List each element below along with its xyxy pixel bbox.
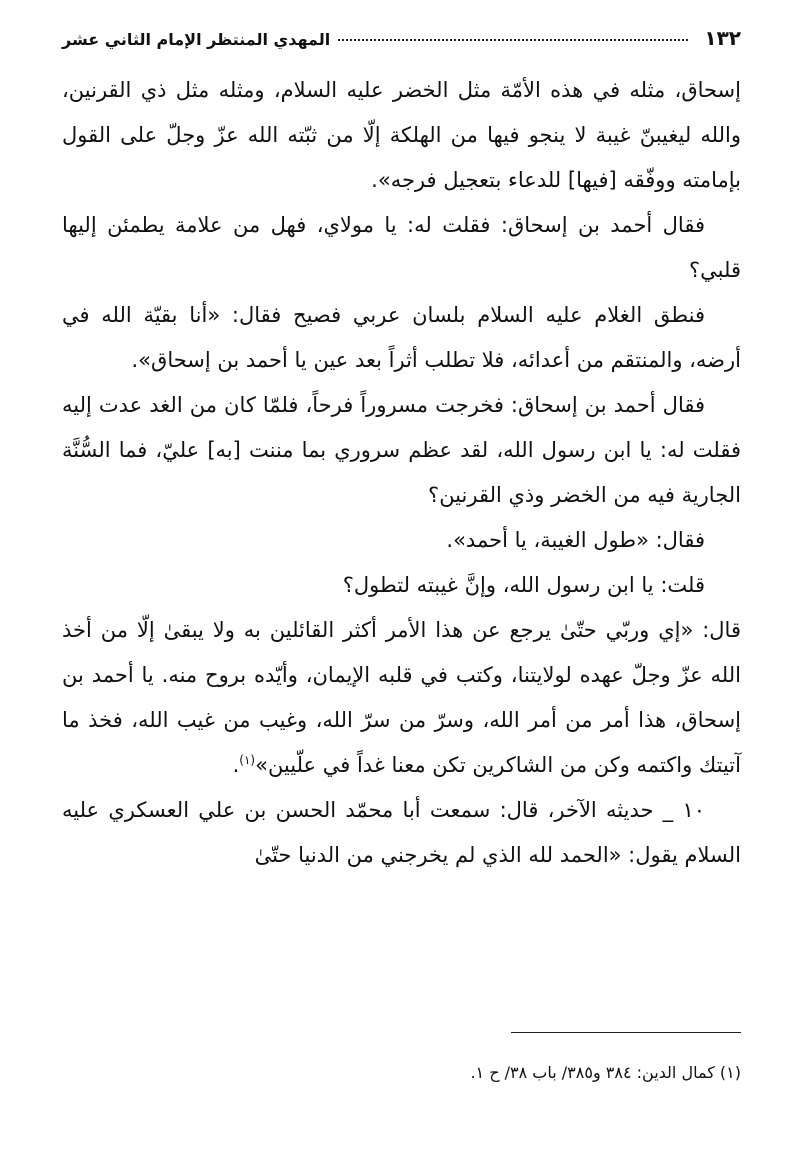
paragraph: ١٠ _ حديثه الآخر، قال: سمعت أبا محمّد الحسن بن علي العسكري عليه السلام يقول: «الحمد لله الذي لم يخرجني من الدنيا حتّىٰ [62, 798, 741, 867]
header-dot-leader [338, 39, 688, 41]
book-page [62, 26, 741, 1146]
main-text [62, 68, 741, 878]
paragraph-text: قال: «إي وربّي حتّىٰ يرجع عن هذا الأمر أكثر القائلين به ولا يبقىٰ إلّا من أخذ الله عزّ وجلّ عهده لولايتنا، وكتب في قلبه الإيمان، وأيّده بروح منه. يا أحمد بن إسحاق، هذا أمر من أمر الله، وسرّ من سرّ الله، وغيب من غيب الله، فخذ ما آتيتك واكتمه وكن من الشاكرين تكن معنا غداً في علّيين» [62, 618, 741, 777]
paragraph: قال: «إي وربّي حتّىٰ يرجع عن هذا الأمر أكثر القائلين به ولا يبقىٰ إلّا من أخذ الله عزّ وجلّ عهده لولايتنا، وكتب في قلبه الإيمان، وأيّده بروح منه. يا أحمد بن إسحاق، هذا أمر من أمر الله، وسرّ من سرّ الله، وغيب من غيب الله، فخذ ما آتيتك واكتمه وكن من الشاكرين تكن معنا غداً في علّيين»$^{(١)}$. [62, 618, 741, 777]
running-header [62, 26, 741, 58]
paragraph: فنطق الغلام عليه السلام بلسان عربي فصيح فقال: «أنا بقيّة الله في أرضه، والمنتقم من أعدائه، فلا تطلب أثراً بعد عين يا أحمد بن إسحاق». [62, 303, 741, 372]
page-number: ١٣٢ [704, 26, 741, 50]
paragraph: قلت: يا ابن رسول الله، وإنَّ غيبته لتطول؟ [342, 573, 705, 597]
paragraph: فقال أحمد بن إسحاق: فقلت له: يا مولاي، فهل من علامة يطمئن إليها قلبي؟ [62, 213, 741, 282]
paragraph: إسحاق، مثله في هذه الأمّة مثل الخضر عليه السلام، ومثله مثل ذي القرنين، والله ليغيبنّ غيبة لا ينجو فيها من الهلكة إلّا من ثبّته الله عزّ وجلّ على القول بإمامته ووفّقه [فيها] للدعاء بتعجيل فرجه». [62, 78, 741, 192]
footnote-divider [511, 1032, 741, 1033]
footnote: (١) كمال الدين: ٣٨٤ و٣٨٥/ باب ٣٨/ ح ١. [470, 1063, 741, 1082]
running-title: المهدي المنتظر الإمام الثاني عشر [62, 30, 331, 49]
paragraph: فقال أحمد بن إسحاق: فخرجت مسروراً فرحاً، فلمّا كان من الغد عدت إليه فقلت له: يا ابن رسول الله، لقد عظم سروري بما مننت [به] عليّ، فما السُّنَّة الجارية فيه من الخضر وذي القرنين؟ [62, 393, 741, 507]
paragraph: فقال: «طول الغيبة، يا أحمد». [446, 528, 705, 552]
footnote-marker: (١) [239, 753, 256, 767]
